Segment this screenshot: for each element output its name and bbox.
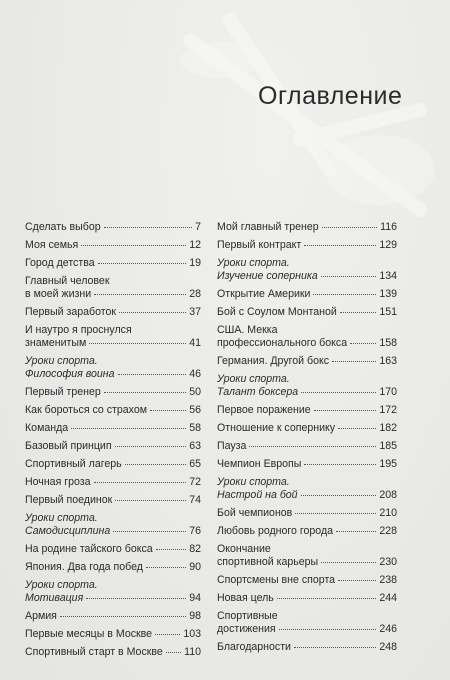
toc-page-number: 56 — [189, 404, 201, 416]
toc-entry[interactable] — [25, 646, 201, 659]
dot-leader — [113, 531, 186, 532]
toc-page-number: 72 — [189, 476, 201, 488]
toc-entry-row — [25, 592, 201, 605]
toc-entry[interactable] — [217, 355, 397, 368]
toc-entry-row — [217, 337, 397, 350]
toc-entry-row — [25, 494, 201, 507]
toc-page-number: 244 — [379, 592, 397, 604]
toc-entry-title-line: Первые месяцы в Москве — [25, 628, 153, 640]
toc-entry-title-line: Спортсмены вне спорта — [217, 574, 336, 586]
toc-page-number: 246 — [379, 623, 397, 635]
dot-leader — [115, 500, 186, 501]
toc-entry-title-line: США. Мекка — [217, 324, 278, 336]
toc-page-number: 139 — [379, 288, 397, 300]
toc-entry-row — [25, 404, 201, 417]
toc-page-number: 76 — [189, 525, 201, 537]
toc-entry-title-line: Главный человек — [25, 275, 110, 287]
toc-entry-row — [25, 543, 201, 556]
toc-entry-row — [25, 561, 201, 574]
toc-entry[interactable] — [25, 386, 201, 399]
toc-entry-title-line: Как бороться со страхом — [25, 404, 148, 416]
toc-entry[interactable] — [25, 628, 201, 641]
dot-leader — [350, 343, 376, 344]
dot-leader — [125, 464, 187, 465]
toc-page-number: 134 — [379, 270, 397, 282]
toc-entry[interactable] — [25, 458, 201, 471]
toc-page-number: 12 — [189, 239, 201, 251]
toc-entry-title-line: Уроки спорта. — [217, 476, 290, 488]
toc-page-number: 50 — [189, 386, 201, 398]
toc-entry-title-line: Спортивный старт в Москве — [25, 646, 163, 658]
toc-entry[interactable] — [25, 275, 201, 301]
toc-entry-title-line: Окончание — [217, 543, 271, 555]
dot-leader — [60, 616, 186, 617]
toc-page-number: 98 — [189, 610, 201, 622]
toc-page-number: 210 — [379, 507, 397, 519]
toc-entry[interactable] — [217, 543, 397, 569]
toc-entry-title-line: Город детства — [25, 257, 95, 269]
toc-page-number: 58 — [189, 422, 201, 434]
dot-leader — [304, 245, 376, 246]
toc-page-number: 46 — [189, 368, 201, 380]
toc-entry-row — [217, 458, 397, 471]
toc-entry-title-line: Бой с Соулом Монтаной — [217, 306, 337, 318]
dot-leader — [332, 361, 376, 362]
toc-entry[interactable] — [217, 476, 397, 502]
toc-entry-title-line: Уроки спорта. — [217, 257, 290, 269]
toc-entry-title-line: Германия. Другой бокс — [217, 355, 330, 367]
toc-entry-row — [25, 476, 201, 489]
dot-leader — [294, 647, 376, 648]
toc-entry-row — [25, 525, 201, 538]
toc-entry[interactable] — [25, 579, 201, 605]
toc-entry-title-line: Мой главный тренер — [217, 221, 319, 233]
toc-entry-row — [217, 404, 397, 417]
dot-leader — [301, 392, 376, 393]
toc-page-number: 103 — [183, 628, 201, 640]
toc-entry-title-line: Самодисциплина — [25, 525, 111, 537]
toc-entry-title-line: Сделать выбор — [25, 221, 101, 233]
dot-leader — [86, 598, 186, 599]
dot-leader — [336, 531, 376, 532]
toc-entry-row — [217, 422, 397, 435]
toc-entry-row — [217, 270, 397, 283]
toc-entry-title-line: спортивной карьеры — [217, 556, 319, 568]
page-title: Оглавление — [258, 82, 403, 110]
toc-entry[interactable] — [217, 507, 397, 520]
dot-leader — [304, 464, 376, 465]
toc-page-number: 7 — [195, 221, 201, 233]
dot-leader — [321, 562, 376, 563]
toc-entry-title-line: в моей жизни — [25, 288, 92, 300]
toc-entry[interactable] — [25, 512, 201, 538]
toc-entry[interactable] — [217, 592, 397, 605]
toc-entry-row — [217, 623, 397, 636]
toc-entry-row — [217, 574, 397, 587]
toc-entry-row — [25, 337, 201, 350]
toc-column-left — [25, 221, 201, 664]
toc-page-number: 230 — [379, 556, 397, 568]
toc-page-number: 37 — [189, 306, 201, 318]
toc-entry-title-line: Мотивация — [25, 592, 84, 604]
toc-entry-title-line: Бой чемпионов — [217, 507, 293, 519]
toc-entry-title-line: Ночная гроза — [25, 476, 91, 488]
toc-entry[interactable] — [25, 257, 201, 270]
dot-leader — [277, 598, 377, 599]
dot-leader — [71, 428, 186, 429]
dot-leader — [322, 227, 377, 228]
dot-leader — [249, 446, 376, 447]
toc-page-number: 74 — [189, 494, 201, 506]
toc-entry-title-line: профессионального бокса — [217, 337, 348, 349]
toc-entry-row — [217, 525, 397, 538]
toc-entry[interactable] — [217, 288, 397, 301]
toc-page-number: 63 — [189, 440, 201, 452]
toc-entry-row — [25, 386, 201, 399]
toc-entry-title-line: Настрой на бой — [217, 489, 298, 501]
toc-entry[interactable] — [217, 422, 397, 435]
toc-entry-title-line: На родине тайского бокса — [25, 543, 153, 555]
toc-entry-title-line: Открытие Америки — [217, 288, 311, 300]
toc-entry-title-line: Первое поражение — [217, 404, 311, 416]
toc-entry[interactable] — [25, 422, 201, 435]
dot-leader — [118, 374, 187, 375]
toc-page-number: 41 — [189, 337, 201, 349]
toc-entry[interactable] — [25, 610, 201, 623]
toc-entry[interactable] — [25, 221, 201, 234]
toc-entry[interactable] — [25, 561, 201, 574]
dot-leader — [98, 263, 187, 264]
dot-leader — [338, 580, 376, 581]
toc-entry[interactable] — [25, 306, 201, 319]
toc-entry-row — [217, 355, 397, 368]
toc-entry-title-line: Первый заработок — [25, 306, 117, 318]
toc-entry-title-line: Спортивные — [217, 610, 278, 622]
toc-page-number: 116 — [380, 221, 397, 233]
dot-leader — [119, 312, 186, 313]
toc-page-number: 94 — [189, 592, 201, 604]
dot-leader — [321, 276, 377, 277]
toc-entry[interactable] — [25, 440, 201, 453]
toc-entry-row — [217, 440, 397, 453]
toc-entry[interactable] — [217, 525, 397, 538]
toc-entry-title-line: знаменитым — [25, 337, 87, 349]
toc-page-number: 82 — [189, 543, 201, 555]
toc-entry-title-line: Чемпион Европы — [217, 458, 302, 470]
toc-entry-row — [217, 592, 397, 605]
dot-leader — [155, 634, 180, 635]
toc-entry-title-line: Пауза — [217, 440, 247, 452]
toc-page-number: 151 — [379, 306, 397, 318]
toc-entry-title-line: Базовый принцип — [25, 440, 112, 452]
dot-leader — [313, 294, 376, 295]
toc-entry[interactable] — [25, 404, 201, 417]
toc-entry-title-line: Япония. Два года побед — [25, 561, 143, 573]
toc-page-number: 163 — [379, 355, 397, 367]
toc-entry-title-line: Моя семья — [25, 239, 79, 251]
toc-page-number: 19 — [189, 257, 201, 269]
toc-entry[interactable] — [217, 221, 397, 234]
toc-entry-title-line: Новая цель — [217, 592, 274, 604]
toc-entry-title-line: Изучение соперника — [217, 270, 318, 282]
toc-entry-title-line: Философия воина — [25, 368, 115, 380]
toc-entry[interactable] — [217, 440, 397, 453]
dot-leader — [81, 245, 186, 246]
toc-entry-row — [25, 368, 201, 381]
toc-entry-row — [25, 610, 201, 623]
toc-entry[interactable] — [217, 257, 397, 283]
toc-entry[interactable] — [25, 239, 201, 252]
dot-leader — [338, 428, 376, 429]
toc-entry-row — [217, 386, 397, 399]
toc-entry-title-line: Уроки спорта. — [217, 373, 290, 385]
dot-leader — [146, 567, 186, 568]
toc-entry-title-line: Уроки спорта. — [25, 579, 98, 591]
toc-entry[interactable] — [25, 476, 201, 489]
toc-page-number: 208 — [379, 489, 397, 501]
toc-page-number: 158 — [379, 337, 397, 349]
toc-page-number: 90 — [189, 561, 201, 573]
toc-entry[interactable] — [217, 239, 397, 252]
dot-leader — [166, 652, 181, 653]
toc-entry-title-line: Любовь родного города — [217, 525, 334, 537]
toc-entry-title-line: Уроки спорта. — [25, 355, 98, 367]
dot-leader — [104, 392, 186, 393]
toc-entry-row — [217, 507, 397, 520]
toc-page-number: 172 — [379, 404, 397, 416]
toc-entry-row — [217, 306, 397, 319]
dot-leader — [94, 294, 186, 295]
toc-entry-title-line: достижения — [217, 623, 276, 635]
toc-entry-row — [25, 458, 201, 471]
toc-entry-row — [25, 628, 201, 641]
toc-page-number: 65 — [189, 458, 201, 470]
toc-entry[interactable] — [217, 458, 397, 471]
toc-page-number: 238 — [379, 574, 397, 586]
dot-leader — [115, 446, 187, 447]
dot-leader — [89, 343, 186, 344]
toc-page-number: 195 — [379, 458, 397, 470]
toc-entry-row — [217, 239, 397, 252]
dot-leader — [340, 312, 376, 313]
toc-entry-title-line: Уроки спорта. — [25, 512, 98, 524]
toc-column-right — [217, 221, 397, 659]
toc-entry-title-line: Первый контракт — [217, 239, 302, 251]
toc-page-number: 28 — [189, 288, 201, 300]
toc-entry-row — [217, 489, 397, 502]
dot-leader — [156, 549, 187, 550]
dot-leader — [314, 410, 377, 411]
toc-entry[interactable] — [25, 355, 201, 381]
toc-entry-row — [217, 556, 397, 569]
toc-entry-title-line: Талант боксера — [217, 386, 299, 398]
dot-leader — [104, 227, 192, 228]
toc-entry-row — [217, 221, 397, 234]
toc-entry-row — [217, 288, 397, 301]
toc-entry[interactable] — [217, 404, 397, 417]
toc-entry[interactable] — [25, 494, 201, 507]
toc-entry-row — [25, 306, 201, 319]
toc-entry-title-line: И наутро я проснулся — [25, 324, 132, 336]
toc-entry-row — [25, 422, 201, 435]
toc-entry-title-line: Первый тренер — [25, 386, 101, 398]
dot-leader — [150, 410, 186, 411]
dot-leader — [295, 513, 376, 514]
toc-page-number: 185 — [379, 440, 397, 452]
toc-entry-row — [25, 257, 201, 270]
toc-entry[interactable] — [25, 543, 201, 556]
toc-entry-row — [25, 440, 201, 453]
toc-entry-title-line: Спортивный лагерь — [25, 458, 122, 470]
dot-leader — [301, 495, 377, 496]
toc-entry-title-line: Армия — [25, 610, 57, 622]
toc-page-number: 110 — [184, 646, 201, 658]
toc-entry-row — [217, 641, 397, 654]
dot-leader — [94, 482, 187, 483]
toc-entry-title-line: Команда — [25, 422, 69, 434]
toc-entry[interactable] — [217, 641, 397, 654]
toc-page-number: 129 — [379, 239, 397, 251]
toc-entry-title-line: Первый поединок — [25, 494, 113, 506]
toc-entry-row — [25, 221, 201, 234]
toc-page-number: 182 — [379, 422, 397, 434]
toc-page-number: 170 — [379, 386, 397, 398]
toc-entry-row — [25, 288, 201, 301]
toc-entry-row — [25, 239, 201, 252]
toc-page-number: 248 — [379, 641, 397, 653]
toc-entry[interactable] — [217, 373, 397, 399]
toc-entry[interactable] — [217, 306, 397, 319]
toc-entry-row — [25, 646, 201, 659]
toc-page-number: 228 — [379, 525, 397, 537]
toc-entry[interactable] — [25, 324, 201, 350]
toc-entry[interactable] — [217, 324, 397, 350]
toc-entry[interactable] — [217, 610, 397, 636]
toc-entry[interactable] — [217, 574, 397, 587]
dot-leader — [279, 629, 377, 630]
toc-entry-title-line: Отношение к сопернику — [217, 422, 336, 434]
toc-entry-title-line: Благодарности — [217, 641, 291, 653]
